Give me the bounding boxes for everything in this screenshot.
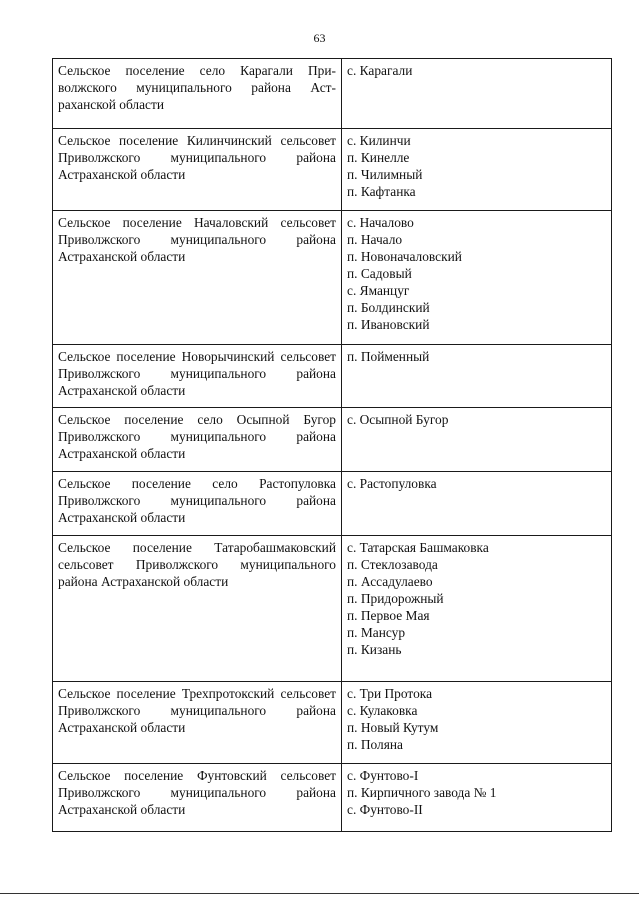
- place-item: п. Первое Мая: [347, 608, 430, 623]
- place-item: п. Кинелле: [347, 150, 410, 165]
- settlement-name: Сельское поселение село Осыпной Бугор Приволжского муниципального района Астраханской области: [53, 408, 342, 472]
- settlement-places: [342, 682, 612, 764]
- settlement-places: [342, 764, 612, 832]
- place-item: п. Придорожный: [347, 591, 444, 606]
- table-row: [53, 345, 612, 408]
- place-item: с. Яманцуг: [347, 283, 410, 298]
- place-item: п. Пойменный: [347, 349, 430, 364]
- place-item: п. Кизань: [347, 642, 402, 657]
- table-row: [53, 536, 612, 682]
- place-item: п. Ивановский: [347, 317, 430, 332]
- place-item: с. Осыпной Бугор: [347, 412, 449, 427]
- settlement-places: [342, 59, 612, 129]
- settlement-name: Сельское поселение село Карагали Приволжского муниципального района Астраханской области: [53, 59, 342, 129]
- table-row: [53, 408, 612, 472]
- place-item: п. Чилимный: [347, 167, 423, 182]
- table-row: [53, 472, 612, 536]
- place-item: п. Кирпичного завода № 1: [347, 785, 497, 800]
- settlement-places: [342, 472, 612, 536]
- settlements-table: [52, 58, 612, 832]
- settlement-name: Сельское поселение Началовский сельсовет Приволжского муниципального района Астраханской области: [53, 211, 342, 345]
- place-item: п. Новоначаловский: [347, 249, 462, 264]
- table-row: [53, 59, 612, 129]
- settlement-places: [342, 408, 612, 472]
- place-item: с. Фунтово-II: [347, 802, 423, 817]
- page-bottom-rule: [0, 893, 639, 894]
- place-item: п. Мансур: [347, 625, 406, 640]
- place-item: с. Фунтово-I: [347, 768, 419, 783]
- settlement-name: Сельское поселение Трехпротокский сельсовет Приволжского муниципального района Астраханской области: [53, 682, 342, 764]
- place-item: с. Татарская Башмаковка: [347, 540, 489, 555]
- place-item: с. Килинчи: [347, 133, 411, 148]
- settlement-name: Сельское поселение Фунтовский сельсовет Приволжского муниципального района Астраханской области: [53, 764, 342, 832]
- place-item: с. Три Протока: [347, 686, 433, 701]
- place-item: п. Кафтанка: [347, 184, 416, 199]
- settlement-name: Сельское поселение село Растопуловка Приволжского муниципального района Астраханской области: [53, 472, 342, 536]
- settlement-name: Сельское поселение Новорычинский сельсовет Приволжского муниципального района Астраханской области: [53, 345, 342, 408]
- settlement-places: [342, 129, 612, 211]
- place-item: с. Началово: [347, 215, 414, 230]
- table-row: [53, 129, 612, 211]
- place-item: п. Садовый: [347, 266, 412, 281]
- place-item: с. Карагали: [347, 63, 413, 78]
- place-item: п. Начало: [347, 232, 403, 247]
- place-item: п. Стеклозавода: [347, 557, 438, 572]
- table-row: [53, 682, 612, 764]
- table-row: [53, 211, 612, 345]
- page-number: 63: [313, 31, 326, 45]
- settlement-places: [342, 536, 612, 682]
- place-item: п. Новый Кутум: [347, 720, 439, 735]
- place-item: п. Поляна: [347, 737, 404, 752]
- settlement-name: Сельское поселение Килинчинский сельсовет Приволжского муниципального района Астраханской области: [53, 129, 342, 211]
- place-item: п. Ассадулаево: [347, 574, 433, 589]
- place-item: с. Растопуловка: [347, 476, 437, 491]
- place-item: п. Болдинский: [347, 300, 430, 315]
- settlement-places: [342, 211, 612, 345]
- settlement-places: [342, 345, 612, 408]
- place-item: с. Кулаковка: [347, 703, 418, 718]
- table-row: [53, 764, 612, 832]
- settlement-name: Сельское поселение Татаробашмаковский сельсовет Приволжского муниципального района Астраханской области: [53, 536, 342, 682]
